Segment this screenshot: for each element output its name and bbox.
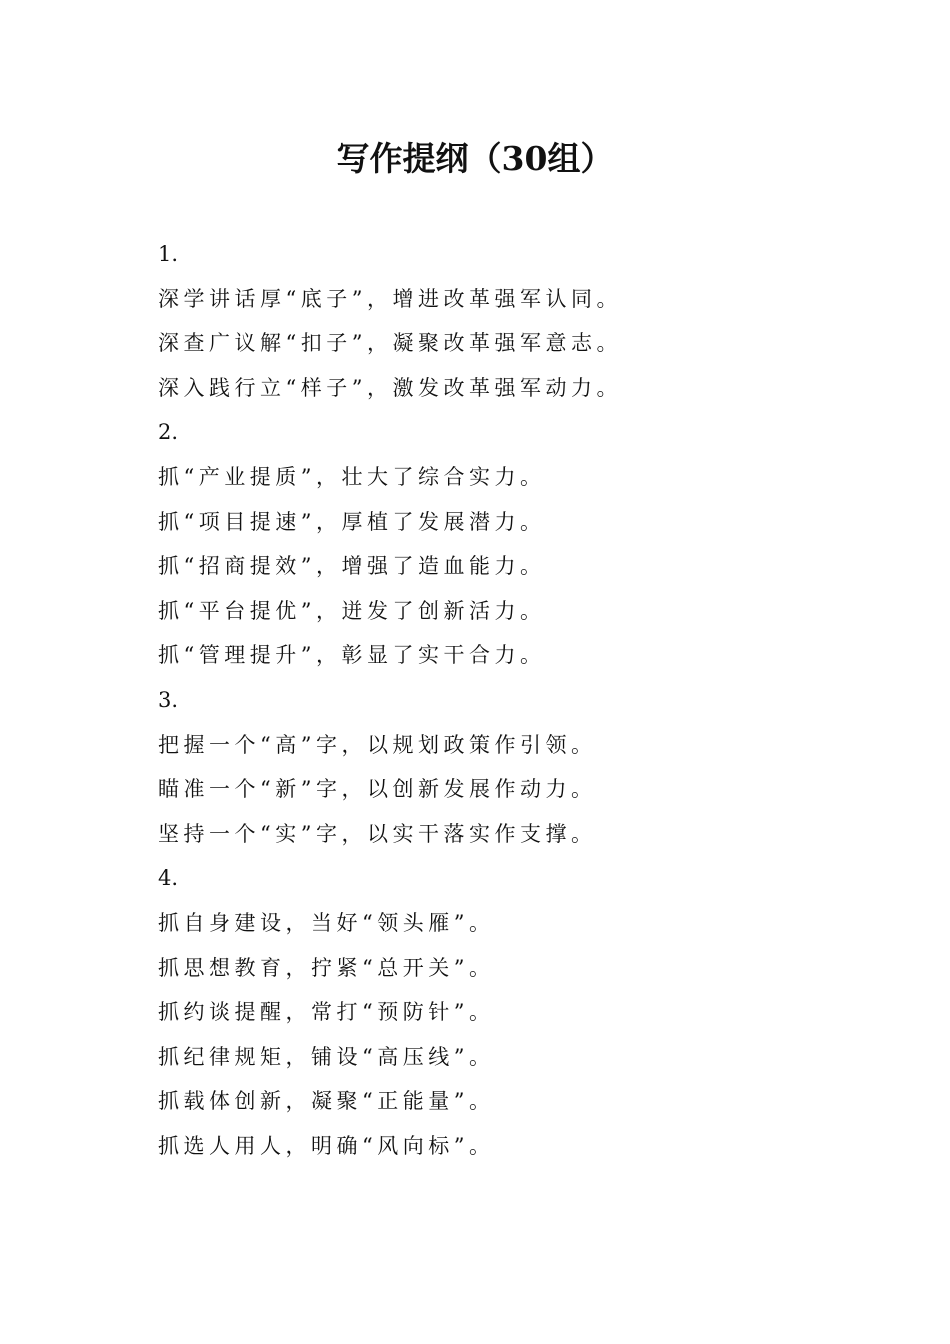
outline-line: 抓“招商提效”，增强了造血能力。 (158, 554, 546, 579)
outline-line: 抓“项目提速”，厚植了发展潜力。 (158, 509, 546, 534)
document-body (158, 232, 798, 1168)
outline-line: 抓思想教育，拧紧“总开关”。 (158, 955, 495, 980)
outline-line: 把握一个“高”字，以规划政策作引领。 (158, 732, 597, 757)
outline-line: 抓选人用人，明确“风向标”。 (158, 1133, 495, 1158)
section-number: 4. (158, 866, 179, 891)
outline-line: 抓“平台提优”，迸发了创新活力。 (158, 598, 546, 623)
outline-line: 抓“产业提质”，壮大了综合实力。 (158, 464, 546, 489)
document-title: 写作提纲（30组） (336, 139, 614, 178)
outline-line: 深入践行立“样子”，激发改革强军动力。 (158, 375, 622, 400)
outline-line: 抓约谈提醒，常打“预防针”。 (158, 1000, 495, 1025)
outline-line: 深学讲话厚“底子”，增进改革强军认同。 (158, 286, 622, 311)
outline-line: 瞄准一个“新”字，以创新发展作动力。 (158, 777, 597, 802)
outline-line: 抓纪律规矩，铺设“高压线”。 (158, 1044, 495, 1069)
outline-line: 抓载体创新，凝聚“正能量”。 (158, 1089, 495, 1114)
section-number: 3. (158, 687, 179, 712)
outline-line: 抓“管理提升”，彰显了实干合力。 (158, 643, 546, 668)
outline-line: 抓自身建设，当好“领头雁”。 (158, 910, 495, 935)
outline-line: 坚持一个“实”字，以实干落实作支撑。 (158, 821, 597, 846)
section-number: 1. (158, 242, 179, 266)
outline-line: 深查广议解“扣子”，凝聚改革强军意志。 (158, 331, 622, 356)
section-number: 2. (158, 420, 179, 445)
